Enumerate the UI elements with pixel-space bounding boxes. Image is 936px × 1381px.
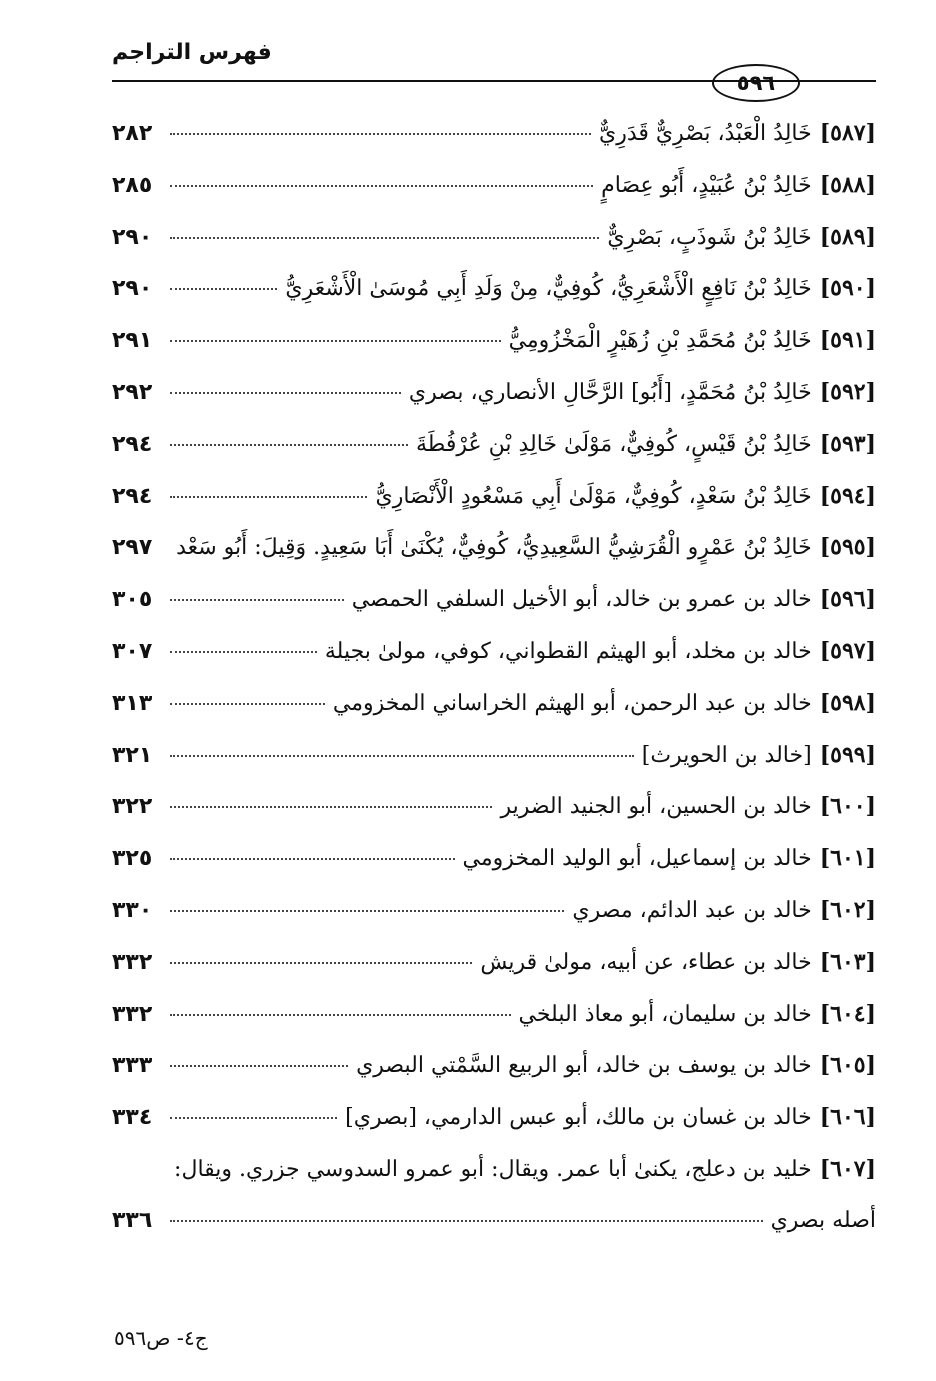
entry-page: ٣٣٠: [112, 897, 153, 923]
entry-number: [٥٩٧]: [819, 637, 876, 664]
index-entry-continuation: [112, 1208, 876, 1260]
entry-page: ٢٨٥: [112, 172, 153, 198]
dot-leader: [170, 599, 344, 601]
entry-name: خَالِدُ بْنُ شَوذَبٍ، بَصْرِيٌّ: [607, 224, 812, 250]
dot-leader: [170, 340, 501, 342]
page-footer: ج٤- ص٥٩٦: [114, 1326, 208, 1350]
entry-name-line1: خليد بن دعلج، يكنىٰ أبا عمر. ويقال: أبو عمرو السدوسي جزري. ويقال:: [174, 1156, 812, 1182]
dot-leader: [170, 651, 317, 653]
index-entry: [112, 1001, 876, 1053]
entry-number: [٦٠٦]: [819, 1104, 876, 1131]
entry-name: خالد بن عبد الرحمن، أبو الهيثم الخراساني المخزومي: [332, 690, 812, 716]
dot-leader: [170, 237, 599, 239]
page-header-title: فهرس التراجم: [112, 40, 272, 65]
entry-page: ٣٢١: [112, 742, 153, 768]
entry-page: ٣٣٣: [112, 1053, 153, 1079]
entry-number: [٦٠٣]: [819, 948, 876, 975]
entry-page: ٢٩٤: [112, 431, 153, 457]
index-entry: [112, 379, 876, 431]
entry-number: [٥٩٢]: [819, 378, 876, 405]
entry-name: خالد بن عمرو بن خالد، أبو الأخيل السلفي الحمصي: [351, 587, 812, 613]
index-entry: [112, 534, 876, 586]
index-entry: [112, 431, 876, 483]
entry-number: [٥٩٨]: [819, 689, 876, 716]
dot-leader: [170, 1065, 348, 1067]
index-entry: [112, 483, 876, 535]
entry-name: خالد بن الحسين، أبو الجنيد الضرير: [500, 794, 812, 820]
dot-leader: [170, 288, 277, 290]
entry-name: خالد بن إسماعيل، أبو الوليد المخزومي: [462, 846, 812, 872]
entry-number: [٥٩٥]: [819, 534, 876, 561]
page-number-badge: ٥٩٦: [712, 64, 800, 102]
entry-page: ٣٣٦: [112, 1207, 153, 1233]
entry-number: [٥٩٤]: [819, 482, 876, 509]
entry-name: خَالِدُ بْنُ عُبَيْدٍ، أَبُو عِصَامٍ: [601, 172, 812, 198]
entry-number: [٥٨٩]: [819, 223, 876, 250]
entry-number: [٦٠٧]: [819, 1155, 876, 1182]
dot-leader: [170, 806, 492, 808]
entry-number: [٥٩١]: [819, 327, 876, 354]
dot-leader: [170, 755, 634, 757]
entry-number: [٥٨٨]: [819, 171, 876, 198]
entry-page: ٣٣٢: [112, 1001, 153, 1027]
dot-leader: [170, 1220, 763, 1222]
dot-leader: [170, 858, 455, 860]
entry-name: خَالِدُ بْنُ مُحَمَّدِ بْنِ زُهَيْرٍ الْمَخْزُومِيُّ: [508, 328, 812, 354]
entry-name: خالد بن غسان بن مالك، أبو عبس الدارمي، [بصري]: [345, 1105, 812, 1131]
entry-name: خالد بن عبد الدائم، مصري: [572, 897, 812, 923]
dot-leader: [170, 1014, 511, 1016]
entry-name: خالد بن عطاء، عن أبيه، مولىٰ قريش: [480, 949, 812, 975]
entry-name: خَالِدُ بْنُ مُحَمَّدٍ، [أَبُو] الرَّحَّالِ الأنصاري، بصري: [408, 379, 812, 405]
entry-name: خَالِدُ بْنُ سَعْدٍ، كُوفِيٌّ، مَوْلَىٰ أَبِي مَسْعُودٍ الْأَنْصَارِيُّ: [375, 483, 812, 509]
entry-number: [٦٠١]: [819, 845, 876, 872]
dot-leader: [170, 703, 325, 705]
entry-page: ٢٩٤: [112, 483, 153, 509]
index-entry: [112, 690, 876, 742]
entry-name: [خالد بن الحويرث]: [641, 742, 812, 768]
dot-leader: [170, 185, 593, 187]
entry-page: ٣٣٤: [112, 1105, 153, 1131]
entry-page: ٢٩٧: [112, 535, 153, 561]
index-entry: [112, 742, 876, 794]
entry-number: [٥٩٦]: [819, 586, 876, 613]
entry-page: ٢٩٠: [112, 276, 153, 302]
entry-name: خَالِدُ بْنُ نَافِعٍ الْأَشْعَرِيُّ، كُوفِيٌّ، مِنْ وَلَدِ أَبِي مُوسَىٰ الْأَشْعَرِيُّ: [285, 276, 812, 302]
index-entry: [112, 275, 876, 327]
index-entry: [112, 172, 876, 224]
entry-number: [٦٠٥]: [819, 1052, 876, 1079]
dot-leader: [170, 133, 591, 135]
entry-page: ٣٣٢: [112, 949, 153, 975]
entry-number: [٥٩٩]: [819, 741, 876, 768]
entry-page: ٢٩١: [112, 328, 153, 354]
entry-number: [٥٨٧]: [819, 120, 876, 146]
index-entry: [112, 897, 876, 949]
index-entry: [112, 120, 876, 172]
dot-leader: [170, 496, 367, 498]
index-entry: [112, 793, 876, 845]
index-entry: [112, 586, 876, 638]
entry-page: ٣٠٥: [112, 587, 153, 613]
index-entry: [112, 224, 876, 276]
index-entry-multiline: [112, 1156, 876, 1208]
entry-name: خالد بن يوسف بن خالد، أبو الربيع السَّمْتي البصري: [356, 1053, 812, 1079]
entry-number: [٦٠٤]: [819, 1000, 876, 1027]
entry-page: ٢٨٢: [112, 121, 153, 146]
entry-number: [٦٠٠]: [819, 793, 876, 820]
index-entry: [112, 1104, 876, 1156]
entry-name: خَالِدُ بْنُ قَيْسٍ، كُوفِيٌّ، مَوْلَىٰ خَالِدِ بْنِ عُرْفُطَةَ: [415, 431, 812, 457]
index-entry: [112, 638, 876, 690]
dot-leader: [170, 444, 408, 446]
entry-number: [٥٩٣]: [819, 430, 876, 457]
entry-page: ٣١٣: [112, 690, 153, 716]
dot-leader: [170, 1117, 337, 1119]
entry-name: خالد بن سليمان، أبو معاذ البلخي: [518, 1001, 812, 1027]
header-divider: [112, 80, 876, 82]
entry-name: خالد بن مخلد، أبو الهيثم القطواني، كوفي، مولىٰ بجيلة: [324, 638, 812, 664]
entry-page: ٣٠٧: [112, 638, 153, 664]
entry-name-line2: أصله بصري: [770, 1207, 876, 1233]
dot-leader: [170, 392, 401, 394]
dot-leader: [170, 910, 564, 912]
index-entry: [112, 949, 876, 1001]
entry-number: [٥٩٠]: [819, 275, 876, 302]
entry-page: ٣٢٢: [112, 794, 153, 820]
entry-page: ٣٢٥: [112, 846, 153, 872]
entry-page: ٢٩٢: [112, 379, 153, 405]
dot-leader: [170, 962, 472, 964]
entry-name: خَالِدُ بْنُ عَمْرٍو الْقُرَشِيُّ السَّعِيدِيُّ، كُوفِيٌّ، يُكْنَىٰ أَبَا سَعِيدٍ. وَقِيلَ: أَبُو سَعْد: [176, 535, 812, 561]
index-entry: [112, 1052, 876, 1104]
biography-index-list: [112, 120, 876, 1260]
entry-page: ٢٩٠: [112, 224, 153, 250]
index-entry: [112, 845, 876, 897]
entry-number: [٦٠٢]: [819, 896, 876, 923]
index-entry: [112, 327, 876, 379]
entry-name: خَالِدُ الْعَبْدُ، بَصْرِيٌّ قَدَرِيٌّ: [598, 121, 812, 146]
